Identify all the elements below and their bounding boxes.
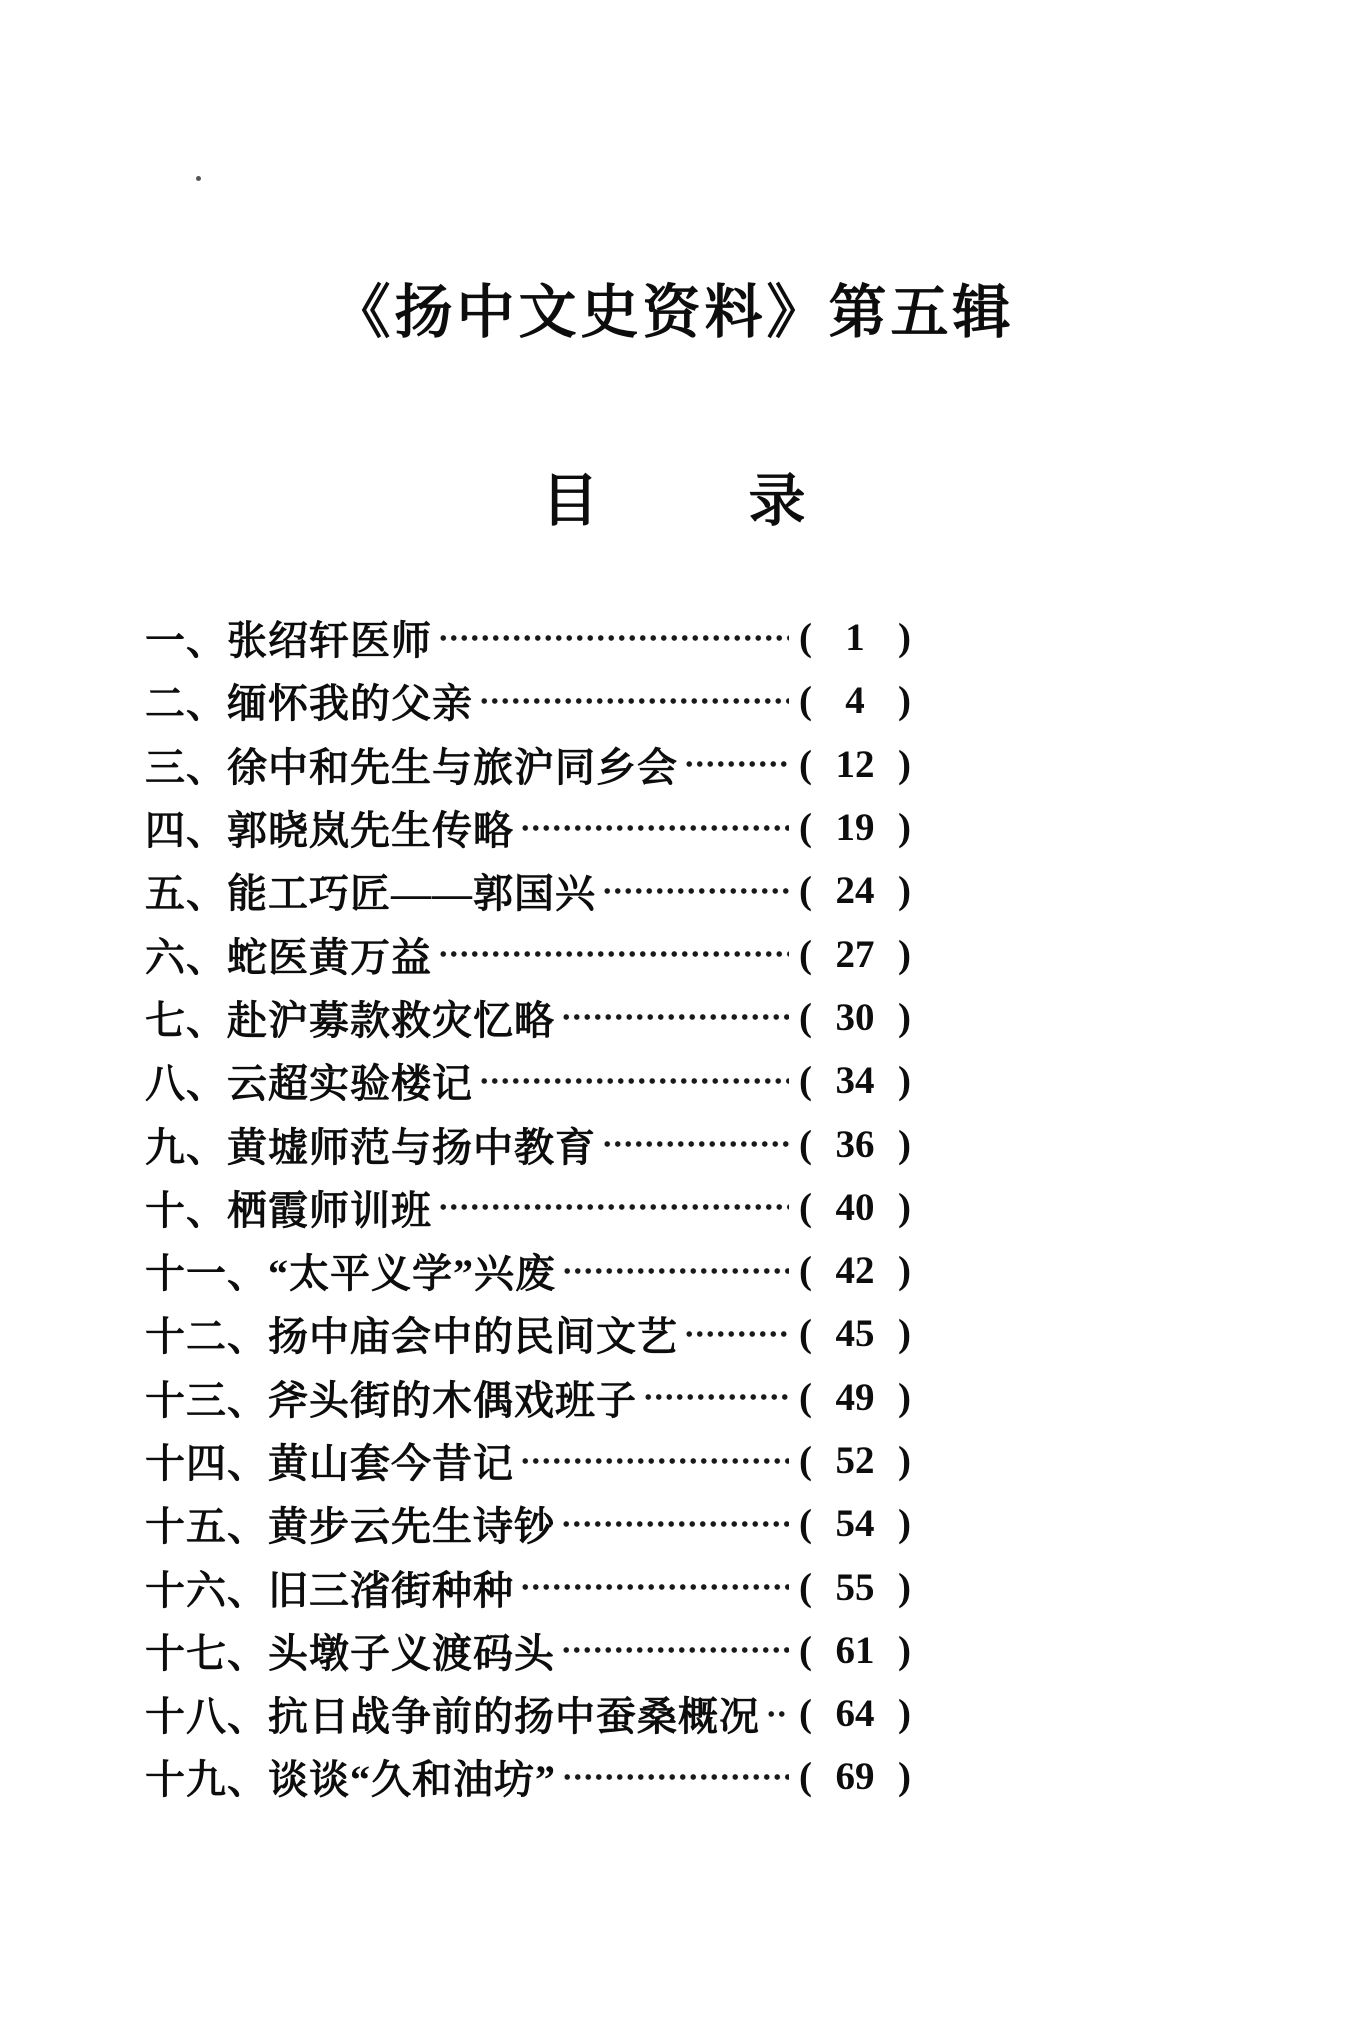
toc-entry (145, 1619, 911, 1682)
paren-open: ( (799, 1692, 812, 1736)
toc-entry-title: 二、缅怀我的父亲 (145, 681, 473, 727)
dot-leader (479, 669, 789, 732)
toc-entry-title: 十六、旧三渻街种种 (145, 1567, 514, 1613)
toc-entry (145, 1176, 911, 1239)
paren-close: ) (898, 1565, 911, 1609)
toc-entry (145, 733, 911, 796)
page-number-value: 12 (835, 742, 875, 786)
toc-entry (145, 1682, 911, 1745)
paren-close: ) (898, 1249, 911, 1293)
dot-leader (643, 1366, 789, 1429)
toc-entry (145, 1492, 911, 1555)
page-number-value: 49 (835, 1375, 875, 1419)
toc-entry-title: 十七、头墩子义渡码头 (145, 1630, 555, 1676)
paren-close: ) (898, 1375, 911, 1419)
dot-leader (562, 1239, 789, 1302)
dot-leader (684, 1302, 789, 1365)
toc-entry-title: 十二、扬中庙会中的民间文艺 (145, 1314, 678, 1360)
paren-open: ( (799, 679, 812, 723)
paren-close: ) (898, 1122, 911, 1166)
toc-entry (145, 1302, 911, 1365)
toc-entry (145, 1239, 911, 1302)
toc-entry-title: 十八、抗日战争前的扬中蚕桑概况 (145, 1694, 760, 1740)
toc-entry (145, 1112, 911, 1175)
scan-speck (196, 176, 201, 181)
toc-entry-page-number (799, 1501, 911, 1546)
toc-entry-page-number (799, 1565, 911, 1610)
paren-open: ( (799, 1565, 812, 1609)
toc-heading-char-right: 录 (748, 470, 806, 533)
paren-close: ) (898, 1692, 911, 1736)
toc-entry-title: 七、赴沪募款救灾忆略 (145, 997, 555, 1043)
paren-open: ( (799, 1628, 812, 1672)
toc-entry (145, 986, 911, 1049)
toc-entry-page-number (799, 1691, 911, 1736)
page-title: 《扬中文史资料》第五辑 (332, 280, 1015, 345)
paren-close: ) (898, 1502, 911, 1546)
toc-entry (145, 922, 911, 985)
dot-leader (684, 733, 789, 796)
dot-leader (766, 1682, 789, 1745)
toc-entry (145, 1366, 911, 1429)
paren-open: ( (799, 1059, 812, 1103)
toc-entry-page-number (799, 805, 911, 850)
paren-close: ) (898, 806, 911, 850)
toc-list (145, 606, 911, 1809)
toc-entry-title: 五、能工巧匠——郭国兴 (145, 871, 596, 917)
dot-leader (561, 1619, 789, 1682)
toc-entry-title: 十三、斧头街的木偶戏班子 (145, 1377, 637, 1423)
page-number-value: 64 (835, 1692, 875, 1736)
toc-entry (145, 606, 911, 669)
toc-entry-title: 十九、谈谈“久和油坊” (145, 1757, 556, 1803)
toc-entry-page-number (799, 678, 911, 723)
toc-entry-page-number (799, 995, 911, 1040)
paren-close: ) (898, 932, 911, 976)
paren-open: ( (799, 1185, 812, 1229)
page-number-value: 52 (835, 1439, 875, 1482)
paren-close: ) (898, 995, 911, 1039)
dot-leader (602, 859, 789, 922)
paren-close: ) (898, 1059, 911, 1103)
dot-leader (520, 1556, 789, 1619)
dot-leader (438, 1176, 789, 1239)
paren-open: ( (799, 616, 812, 660)
toc-heading-char-left: 目 (541, 470, 599, 533)
toc-entry-page-number (799, 1122, 911, 1167)
paren-open: ( (799, 1312, 812, 1356)
page-number-value: 55 (835, 1565, 875, 1609)
toc-entry-title: 六、蛇医黄万益 (145, 934, 432, 980)
page-number-value: 42 (835, 1249, 875, 1293)
page-number-value: 4 (845, 679, 865, 723)
toc-entry-page-number (799, 742, 911, 787)
toc-entry-title: 九、黄墟师范与扬中教育 (145, 1124, 596, 1170)
toc-entry-title: 十五、黄步云先生诗钞 (145, 1504, 555, 1550)
page-number-value: 61 (835, 1628, 875, 1672)
page-number-value: 40 (835, 1185, 875, 1229)
dot-leader (520, 1429, 789, 1492)
paren-close: ) (898, 1755, 911, 1799)
paren-close: ) (898, 1628, 911, 1672)
paren-close: ) (898, 679, 911, 723)
page-number-value: 34 (835, 1059, 875, 1103)
toc-entry (145, 859, 911, 922)
paren-close: ) (898, 1312, 911, 1356)
paren-open: ( (799, 806, 812, 850)
page-number-value: 27 (835, 932, 875, 976)
paren-open: ( (799, 1439, 812, 1482)
toc-entry-page-number (799, 932, 911, 977)
page-number-value: 19 (835, 806, 875, 850)
toc-entry-title: 十一、“太平义学”兴废 (145, 1251, 556, 1297)
toc-entry-title: 十四、黄山套今昔记 (145, 1441, 514, 1486)
page-number-value: 30 (835, 995, 875, 1039)
toc-entry (145, 1429, 911, 1492)
paren-open: ( (799, 1375, 812, 1419)
toc-entry-page-number (799, 1185, 911, 1230)
dot-leader (438, 606, 789, 669)
toc-entry (145, 1555, 911, 1618)
paren-open: ( (799, 995, 812, 1039)
paren-open: ( (799, 869, 812, 913)
page-number-value: 54 (835, 1502, 875, 1546)
toc-entry-page-number (799, 1438, 911, 1483)
paren-close: ) (898, 869, 911, 913)
paren-open: ( (799, 1502, 812, 1546)
page-number-value: 1 (845, 616, 865, 660)
dot-leader (602, 1113, 789, 1176)
toc-entry-page-number (799, 868, 911, 913)
dot-leader (561, 1492, 789, 1555)
toc-entry (145, 669, 911, 732)
toc-heading (0, 470, 1347, 534)
page-number-value: 45 (835, 1312, 875, 1356)
page-number-value: 36 (835, 1122, 875, 1166)
toc-entry-page-number (799, 615, 911, 660)
paren-close: ) (898, 1185, 911, 1229)
paren-close: ) (898, 616, 911, 660)
paren-open: ( (799, 1122, 812, 1166)
toc-entry-title: 三、徐中和先生与旅沪同乡会 (145, 744, 678, 790)
toc-entry (145, 796, 911, 859)
toc-entry-title: 八、云超实验楼记 (145, 1061, 473, 1107)
toc-entry-page-number (799, 1248, 911, 1293)
toc-entry-page-number (799, 1375, 911, 1420)
toc-entry (145, 1745, 911, 1808)
paren-close: ) (898, 742, 911, 786)
page-number-value: 24 (835, 869, 875, 913)
toc-entry (145, 1049, 911, 1112)
dot-leader (438, 923, 789, 986)
dot-leader (562, 1745, 789, 1808)
paren-open: ( (799, 1755, 812, 1799)
dot-leader (479, 1049, 789, 1112)
toc-entry-page-number (799, 1058, 911, 1103)
toc-entry-title: 四、郭晓岚先生传略 (145, 808, 514, 854)
toc-entry-title: 一、张绍轩医师 (145, 618, 432, 664)
toc-entry-page-number (799, 1754, 911, 1799)
toc-entry-page-number (799, 1628, 911, 1673)
toc-entry-page-number (799, 1311, 911, 1356)
paren-open: ( (799, 742, 812, 786)
paren-open: ( (799, 932, 812, 976)
paren-open: ( (799, 1249, 812, 1293)
page-number-value: 69 (835, 1755, 875, 1799)
dot-leader (520, 796, 789, 859)
dot-leader (561, 986, 789, 1049)
toc-entry-title: 十、栖霞师训班 (145, 1187, 432, 1233)
paren-close: ) (898, 1439, 911, 1482)
